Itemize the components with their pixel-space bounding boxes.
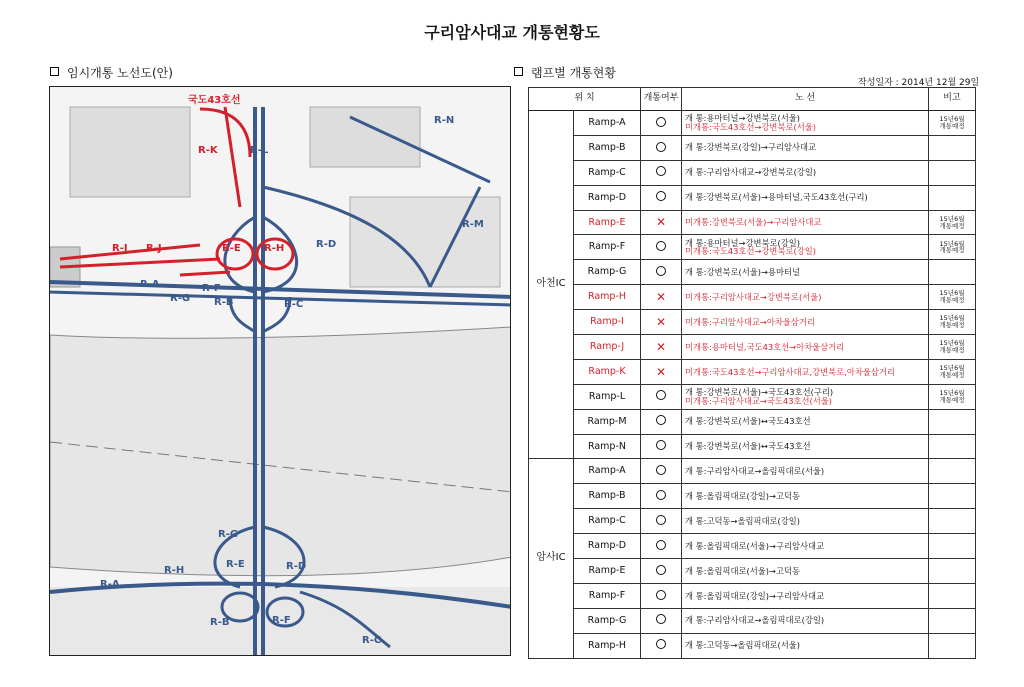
map-label-south-rg: R-G <box>218 529 239 540</box>
closed-x-icon: ✕ <box>655 289 667 304</box>
route-line: 개 통:강변북로(서울)→용마터널 <box>685 266 801 277</box>
route-cell <box>682 534 929 559</box>
note-cell <box>929 135 976 160</box>
open-circle-icon <box>656 390 666 400</box>
ramp-name: Ramp-H <box>574 285 641 310</box>
open-circle-icon <box>656 465 666 475</box>
header-location: 위 치 <box>529 88 641 111</box>
route-line: 개 통:강변북로(서울)→국도43호선(구리) <box>685 387 834 398</box>
ramp-name: Ramp-M <box>574 409 641 434</box>
open-circle-icon <box>656 415 666 425</box>
note-cell: 15년6월 개통예정 <box>929 359 976 384</box>
route-cell <box>682 335 929 360</box>
map-label-ri: R-I <box>112 243 128 254</box>
map-label-south-rb: R-B <box>210 617 230 628</box>
map-label-south-rf: R-F <box>272 615 291 626</box>
note-cell <box>929 534 976 559</box>
table-row <box>529 235 976 260</box>
route-cell <box>682 509 929 534</box>
map-label-south-rc: R-C <box>362 635 382 646</box>
terrain-block <box>310 107 420 167</box>
route-cell <box>682 260 929 285</box>
map-label-rd: R-D <box>316 239 337 250</box>
table-row <box>529 384 976 409</box>
table-row <box>529 633 976 658</box>
map-label-rn: R-N <box>434 115 455 126</box>
route-line: 개 통:용마터널→강변북로(강일) <box>685 237 801 248</box>
open-status <box>641 633 682 658</box>
note-cell: 15년6월 개통예정 <box>929 235 976 260</box>
table-row <box>529 160 976 185</box>
ramp-name: Ramp-G <box>574 608 641 633</box>
table-row <box>529 185 976 210</box>
red-ramp <box>60 259 220 267</box>
open-status <box>641 384 682 409</box>
route-line: 개 통:강변북로(서울)→용마터널,국도43호선(구리) <box>685 192 868 203</box>
open-status <box>641 111 682 136</box>
ramp-name: Ramp-B <box>574 484 641 509</box>
bullet-square-icon <box>50 67 59 76</box>
route-cell <box>682 633 929 658</box>
note-cell <box>929 434 976 459</box>
route-line: 개 통:올림픽대로(서울)→구리암사대교 <box>685 540 825 551</box>
table-row <box>529 583 976 608</box>
route-line: 개 통:용마터널→강변북로(서울) <box>685 113 801 124</box>
table-header-row <box>529 88 976 111</box>
note-cell <box>929 608 976 633</box>
open-circle-icon <box>656 639 666 649</box>
route-cell <box>682 434 929 459</box>
ramp-name: Ramp-E <box>574 559 641 584</box>
route-line: 개 통:올림픽대로(서울)→고덕동 <box>685 565 801 576</box>
loop <box>230 297 255 332</box>
open-status <box>641 559 682 584</box>
note-cell: 15년6월 개통예정 <box>929 310 976 335</box>
route-map <box>49 86 511 656</box>
ramp-name: Ramp-G <box>574 260 641 285</box>
open-circle-icon <box>656 241 666 251</box>
map-label-rf: R-F <box>202 283 221 294</box>
route-line: 미개통:구리암사대교→아차울삼거리 <box>685 316 815 327</box>
map-label-south-rh: R-H <box>164 565 185 576</box>
table-section-heading <box>514 64 616 81</box>
open-status <box>641 583 682 608</box>
map-label-ra: R-A <box>140 279 160 290</box>
open-circle-icon <box>656 590 666 600</box>
river-area <box>50 327 511 576</box>
open-status <box>641 160 682 185</box>
table-row <box>529 509 976 534</box>
closed-x-icon: ✕ <box>655 215 667 230</box>
table-row <box>529 111 976 136</box>
map-label-rb: R-B <box>214 297 234 308</box>
note-cell <box>929 260 976 285</box>
header-open-status: 개통여부 <box>641 88 682 111</box>
ic-group-label: 아천IC <box>529 111 574 459</box>
note-cell <box>929 160 976 185</box>
red-ramp <box>60 245 200 259</box>
route-line: 미개통:강변북로(서울)→구리암사대교 <box>685 217 822 228</box>
terrain-block <box>70 107 190 197</box>
note-cell: 15년6월 개통예정 <box>929 111 976 136</box>
route-cell <box>682 384 929 409</box>
open-status <box>641 459 682 484</box>
table-row <box>529 135 976 160</box>
route-line: 미개통:용마터널,국도43호선→아차울삼거리 <box>685 341 845 352</box>
note-cell: 15년6월 개통예정 <box>929 384 976 409</box>
map-label-rg: R-G <box>170 293 191 304</box>
open-circle-icon <box>656 142 666 152</box>
ic-group-label: 암사IC <box>529 459 574 658</box>
open-circle-icon <box>656 117 666 127</box>
ramp-name: Ramp-A <box>574 459 641 484</box>
note-cell <box>929 633 976 658</box>
red-ramp <box>180 272 230 275</box>
route-cell <box>682 235 929 260</box>
open-status <box>641 135 682 160</box>
route-line: 개 통:구리암사대교→올림픽대로(강일) <box>685 615 825 626</box>
closed-x-icon: ✕ <box>655 364 667 379</box>
open-status <box>641 484 682 509</box>
table-row <box>529 608 976 633</box>
table-row <box>529 310 976 335</box>
route-cell <box>682 285 929 310</box>
ramp-name: Ramp-I <box>574 310 641 335</box>
ramp-status-table <box>528 87 976 659</box>
route-cell <box>682 559 929 584</box>
route-cell <box>682 111 929 136</box>
map-label-rj: R-J <box>146 243 162 254</box>
open-circle-icon <box>656 515 666 525</box>
map-label-re: R-E <box>222 243 241 254</box>
route-line: 개 통:강변북로(서울)↔국도43호선 <box>685 416 811 427</box>
open-circle-icon <box>656 191 666 201</box>
ramp-name: Ramp-L <box>574 384 641 409</box>
table-section-label: 램프별 개통현황 <box>531 66 616 80</box>
open-status <box>641 310 682 335</box>
open-status <box>641 409 682 434</box>
route-line: 미개통:구리암사대교→국도43호선(서울) <box>685 395 833 406</box>
route-cell <box>682 484 929 509</box>
open-circle-icon <box>656 166 666 176</box>
loop <box>225 217 255 292</box>
header-route: 노 선 <box>682 88 929 111</box>
open-circle-icon <box>656 614 666 624</box>
ramp-name: Ramp-A <box>574 111 641 136</box>
ramp-table-body <box>529 88 976 659</box>
map-label-rc: R-C <box>284 299 304 310</box>
route-line: 개 통:고덕동→올림픽대로(서울) <box>685 640 801 651</box>
open-status <box>641 285 682 310</box>
route-line: 개 통:구리암사대교→강변북로(강일) <box>685 167 817 178</box>
note-cell <box>929 484 976 509</box>
route-line: 미개통:구리암사대교→강변북로(서울) <box>685 291 822 302</box>
route-line: 미개통:국도43호선→구리암사대교,강변북로,아차울삼거리 <box>685 366 895 377</box>
note-cell: 15년6월 개통예정 <box>929 335 976 360</box>
table-row <box>529 459 976 484</box>
note-cell <box>929 185 976 210</box>
open-circle-icon <box>656 540 666 550</box>
ramp-name: Ramp-J <box>574 335 641 360</box>
table-row <box>529 409 976 434</box>
bullet-square-icon <box>514 67 523 76</box>
route-line: 개 통:고덕동→올림픽대로(강일) <box>685 515 801 526</box>
route-line: 개 통:올림픽대로(강일)→구리암사대교 <box>685 590 825 601</box>
open-status <box>641 335 682 360</box>
note-cell <box>929 409 976 434</box>
header-note: 비고 <box>929 88 976 111</box>
route-cell <box>682 359 929 384</box>
table-row <box>529 335 976 360</box>
map-label-south-ra: R-A <box>100 579 120 590</box>
map-label-rk: R-K <box>198 145 218 156</box>
map-label-gukdo43: 국도43호선 <box>188 95 241 106</box>
open-status <box>641 260 682 285</box>
route-cell <box>682 310 929 335</box>
ramp-name: Ramp-F <box>574 583 641 608</box>
open-status <box>641 359 682 384</box>
ramp-name: Ramp-C <box>574 509 641 534</box>
map-label-rl: R-L <box>250 145 269 156</box>
route-line: 개 통:올림픽대로(강일)→고덕동 <box>685 490 801 501</box>
open-circle-icon <box>656 565 666 575</box>
route-cell <box>682 608 929 633</box>
note-cell: 15년6월 개통예정 <box>929 210 976 235</box>
date-label: 작성일자 : 2014년 12월 29일 <box>858 78 980 88</box>
open-status <box>641 185 682 210</box>
closed-x-icon: ✕ <box>655 339 667 354</box>
route-map-drawing <box>50 87 511 656</box>
route-line: 개 통:강변북로(강일)→구리암사대교 <box>685 142 817 153</box>
route-line: 미개통:국도43호선→강변북로(강일) <box>685 246 816 257</box>
route-line: 개 통:구리암사대교→올림픽대로(서울) <box>685 466 825 477</box>
note-cell <box>929 459 976 484</box>
table-row <box>529 359 976 384</box>
route-cell <box>682 210 929 235</box>
ramp-name: Ramp-K <box>574 359 641 384</box>
ramp-name: Ramp-E <box>574 210 641 235</box>
note-cell <box>929 559 976 584</box>
closed-x-icon: ✕ <box>655 314 667 329</box>
open-circle-icon <box>656 266 666 276</box>
ramp-name: Ramp-D <box>574 534 641 559</box>
ramp-name: Ramp-N <box>574 434 641 459</box>
route-cell <box>682 459 929 484</box>
table-row <box>529 260 976 285</box>
ramp-name: Ramp-F <box>574 235 641 260</box>
open-status <box>641 235 682 260</box>
note-cell <box>929 583 976 608</box>
note-cell <box>929 509 976 534</box>
open-status <box>641 534 682 559</box>
map-label-south-rd: R-D <box>286 561 307 572</box>
route-cell <box>682 160 929 185</box>
table-row <box>529 534 976 559</box>
route-cell <box>682 185 929 210</box>
map-label-rh: R-H <box>264 243 285 254</box>
page-title: 구리암사대교 개통현황도 <box>424 23 600 42</box>
open-status <box>641 509 682 534</box>
table-row <box>529 559 976 584</box>
map-section-heading <box>50 64 173 81</box>
route-cell <box>682 583 929 608</box>
open-status <box>641 608 682 633</box>
ramp-name: Ramp-C <box>574 160 641 185</box>
route-line: 개 통:강변북로(서울)↔국도43호선 <box>685 441 811 452</box>
table-row <box>529 434 976 459</box>
table-row <box>529 484 976 509</box>
note-cell: 15년6월 개통예정 <box>929 285 976 310</box>
route-cell <box>682 409 929 434</box>
open-status <box>641 434 682 459</box>
open-circle-icon <box>656 440 666 450</box>
table-row <box>529 210 976 235</box>
route-line: 미개통:국도43호선→강변북로(서울) <box>685 121 816 132</box>
open-status <box>641 210 682 235</box>
ramp-name: Ramp-B <box>574 135 641 160</box>
ramp-name: Ramp-H <box>574 633 641 658</box>
map-label-south-re: R-E <box>226 559 245 570</box>
map-section-label: 임시개통 노선도(안) <box>67 66 173 80</box>
route-cell <box>682 135 929 160</box>
map-label-rm: R-M <box>462 219 484 230</box>
table-row <box>529 285 976 310</box>
open-circle-icon <box>656 490 666 500</box>
ramp-name: Ramp-D <box>574 185 641 210</box>
